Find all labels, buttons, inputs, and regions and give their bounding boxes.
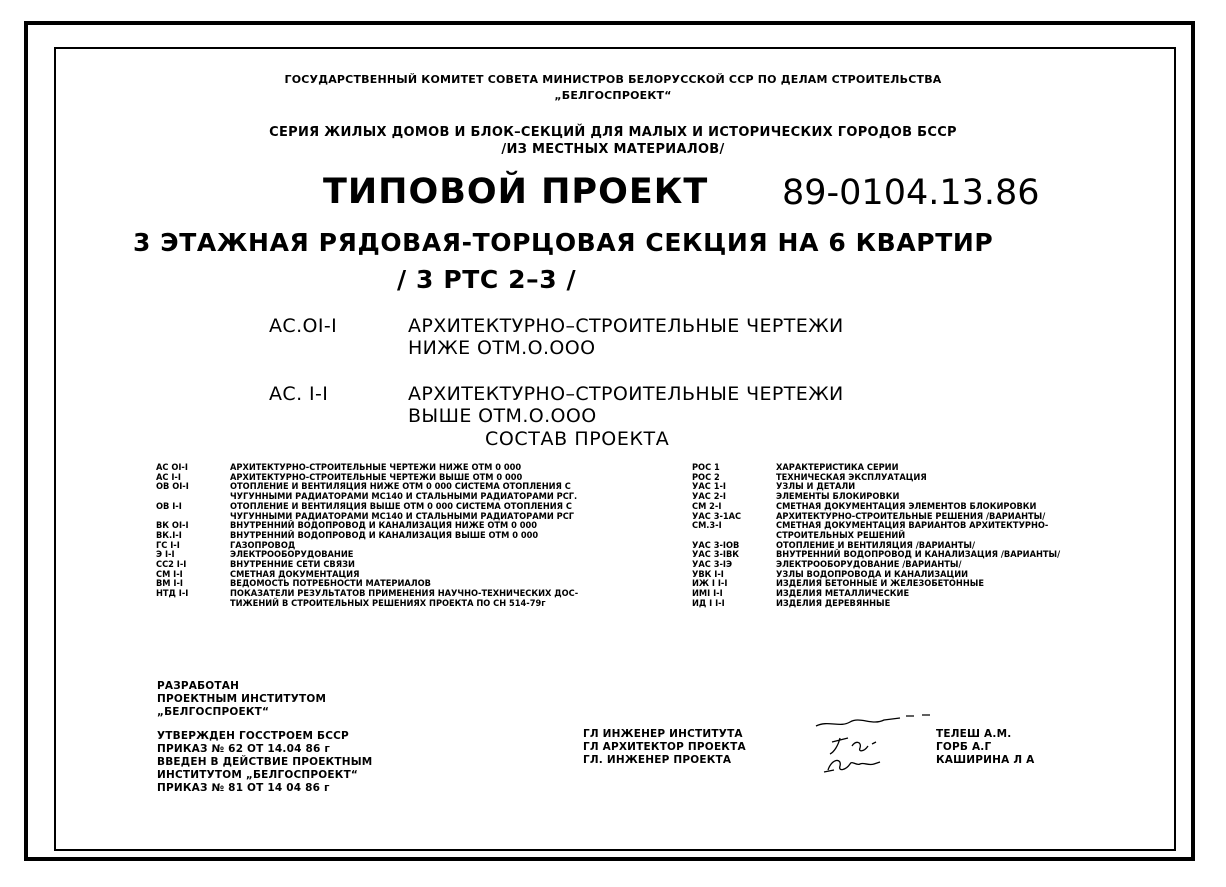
signatory-name: ТЕЛЕШ А.М.: [936, 728, 1012, 740]
approval-line: ПРИКАЗ № 81 ОТ 14 04 86 г: [157, 782, 330, 794]
list-item: РОС 2 ТЕХНИЧЕСКАЯ ЭКСПЛУАТАЦИЯ: [692, 471, 927, 483]
list-item: СМ.3-I СМЕТНАЯ ДОКУМЕНТАЦИЯ ВАРИАНТОВ АРХИТЕКТУРНО-: [692, 520, 1049, 532]
list-item: УВК I-I УЗЛЫ ВОДОПРОВОДА И КАНАЛИЗАЦИИ: [692, 568, 969, 580]
developed-line: РАЗРАБОТАН: [157, 680, 240, 692]
committee-line: ГОСУДАРСТВЕННЫЙ КОМИТЕТ СОВЕТА МИНИСТРОВ БЕЛОРУССКОЙ ССР ПО ДЕЛАМ СТРОИТЕЛЬСТВА: [284, 73, 942, 86]
developed-line: ПРОЕКТНЫМ ИНСТИТУТОМ: [157, 693, 327, 705]
list-item: СМ 2-I СМЕТНАЯ ДОКУМЕНТАЦИЯ ЭЛЕМЕНТОВ БЛОКИРОВКИ: [692, 500, 1037, 512]
list-item: ВМ I-I ВЕДОМОСТЬ ПОТРЕБНОСТИ МАТЕРИАЛОВ: [156, 578, 431, 590]
signatory-name: ГОРБ А.Г: [936, 741, 992, 753]
project-subtitle: 3 ЭТАЖНАЯ РЯДОВАЯ-ТОРЦОВАЯ СЕКЦИЯ НА 6 КВАРТИР: [133, 228, 994, 257]
list-item: ВК.I-I ВНУТРЕННИЙ ВОДОПРОВОД И КАНАЛИЗАЦИЯ ВЫШЕ ОТМ 0 000: [156, 529, 539, 541]
series-line-2: /ИЗ МЕСТНЫХ МАТЕРИАЛОВ/: [501, 142, 725, 157]
approval-line: ВВЕДЕН В ДЕЙСТВИЕ ПРОЕКТНЫМ: [157, 756, 373, 768]
list-item: ЧУГУННЫМИ РАДИАТОРАМИ МС140 И СТАЛЬНЫМИ РАДИАТОРАМИ РСГ.: [230, 491, 578, 503]
list-item: ВК ОI-I ВНУТРЕННИЙ ВОДОПРОВОД И КАНАЛИЗАЦИЯ НИЖЕ ОТМ 0 000: [156, 520, 538, 532]
list-item: АС I-I АРХИТЕКТУРНО-СТРОИТЕЛЬНЫЕ ЧЕРТЕЖИ ВЫШЕ ОТМ 0 000: [156, 471, 523, 483]
section-1-code: АС.OI-I: [269, 315, 338, 337]
list-item: ИМI I-I ИЗДЕЛИЯ МЕТАЛЛИЧЕСКИЕ: [692, 588, 910, 600]
signatory-role: ГЛ ИНЖЕНЕР ИНСТИТУТА: [583, 728, 743, 740]
list-item: ИД I I-I ИЗДЕЛИЯ ДЕРЕВЯННЫЕ: [692, 597, 891, 609]
section-1-line1: АРХИТЕКТУРНО–СТРОИТЕЛЬНЫЕ ЧЕРТЕЖИ: [408, 315, 844, 337]
section-2-line1: АРХИТЕКТУРНО–СТРОИТЕЛЬНЫЕ ЧЕРТЕЖИ: [408, 383, 844, 405]
approval-line: УТВЕРЖДЕН ГОССТРОЕМ БССР: [157, 730, 349, 742]
list-item: ОВ I-I ОТОПЛЕНИЕ И ВЕНТИЛЯЦИЯ ВЫШЕ ОТМ 0 000 СИСТЕМА ОТОПЛЕНИЯ С: [156, 500, 572, 512]
list-item: УАС 2-I ЭЛЕМЕНТЫ БЛОКИРОВКИ: [692, 491, 900, 503]
section-2-code: АС. I-I: [269, 383, 329, 405]
signatory-role: ГЛ. ИНЖЕНЕР ПРОЕКТА: [583, 754, 732, 766]
list-item: РОС 1 ХАРАКТЕРИСТИКА СЕРИИ: [692, 462, 899, 473]
list-item: ОВ ОI-I ОТОПЛЕНИЕ И ВЕНТИЛЯЦИЯ НИЖЕ ОТМ 0 000 СИСТЕМА ОТОПЛЕНИЯ С: [156, 481, 571, 493]
project-code: / 3 РТС 2–3 /: [397, 265, 577, 294]
signatory-names: [936, 728, 1034, 767]
list-item: УАС 3-1АС АРХИТЕКТУРНО-СТРОИТЕЛЬНЫЕ РЕШЕНИЯ /ВАРИАНТЫ/: [692, 510, 1046, 522]
signatory-name: КАШИРИНА Л А: [936, 754, 1035, 766]
signature-1: [816, 715, 930, 726]
approval-block: [157, 730, 372, 795]
composition-right-list: [692, 463, 1132, 609]
section-1-line2: НИЖЕ ОТМ.О.ООО: [408, 337, 596, 359]
list-item: ЧУГУННЫМИ РАДИАТОРАМИ МС140 И СТАЛЬНЫМИ РАДИАТОРАМИ РСГ: [230, 510, 575, 522]
list-item: УАС 3-IВК ВНУТРЕННИЙ ВОДОПРОВОД И КАНАЛИЗАЦИЯ /ВАРИАНТЫ/: [692, 549, 1061, 561]
project-type-title: ТИПОВОЙ ПРОЕКТ: [323, 172, 709, 212]
list-item: НТД I-I ПОКАЗАТЕЛИ РЕЗУЛЬТАТОВ ПРИМЕНЕНИЯ НАУЧНО-ТЕХНИЧЕСКИХ ДОС-: [156, 588, 579, 600]
project-number: 89-0104.13.86: [782, 173, 1040, 213]
developed-by-block: [157, 680, 326, 719]
list-item: СТРОИТЕЛЬНЫХ РЕШЕНИЙ: [776, 529, 906, 541]
list-item: УАС 3-IЭ ЭЛЕКТРООБОРУДОВАНИЕ /ВАРИАНТЫ/: [692, 559, 962, 571]
list-item: СМ I-I СМЕТНАЯ ДОКУМЕНТАЦИЯ: [156, 568, 360, 580]
approval-line: ПРИКАЗ № 62 ОТ 14.04 86 г: [157, 743, 331, 755]
list-item: УАС 1-I УЗЛЫ И ДЕТАЛИ: [692, 481, 856, 493]
developed-line: „БЕЛГОСПРОЕКТ“: [157, 706, 270, 718]
composition-left-list: [156, 463, 676, 609]
list-item: УАС 3-IОВ ОТОПЛЕНИЕ И ВЕНТИЛЯЦИЯ /ВАРИАНТЫ/: [692, 539, 975, 551]
list-item: Э I-I ЭЛЕКТРООБОРУДОВАНИЕ: [156, 549, 354, 561]
list-item: СС2 I-I ВНУТРЕННИЕ СЕТИ СВЯЗИ: [156, 559, 355, 571]
signatures: [788, 712, 958, 778]
signatory-role: ГЛ АРХИТЕКТОР ПРОЕКТА: [583, 741, 746, 753]
signatory-roles: [583, 728, 746, 767]
list-item: АС ОI-I АРХИТЕКТУРНО-СТРОИТЕЛЬНЫЕ ЧЕРТЕЖИ НИЖЕ ОТМ 0 000: [156, 462, 522, 473]
org-name: „БЕЛГОСПРОЕКТ“: [554, 89, 672, 102]
list-item: ГС I-I ГАЗОПРОВОД: [156, 539, 296, 551]
approval-line: ИНСТИТУТОМ „БЕЛГОСПРОЕКТ“: [157, 769, 359, 781]
signature-3: [824, 760, 880, 772]
section-2-line2: ВЫШЕ ОТМ.О.ООО: [408, 405, 597, 427]
series-line-1: СЕРИЯ ЖИЛЫХ ДОМОВ И БЛОК–СЕКЦИЙ ДЛЯ МАЛЫХ И ИСТОРИЧЕСКИХ ГОРОДОВ БССР: [269, 125, 957, 140]
list-item: ТИЖЕНИЙ В СТРОИТЕЛЬНЫХ РЕШЕНИЯХ ПРОЕКТА ПО СН 514-79г: [230, 597, 546, 609]
composition-title: СОСТАВ ПРОЕКТА: [485, 428, 670, 450]
list-item: ИЖ I I-I ИЗДЕЛИЯ БЕТОННЫЕ И ЖЕЛЕЗОБЕТОННЫЕ: [692, 578, 984, 590]
signature-2: [830, 738, 876, 754]
